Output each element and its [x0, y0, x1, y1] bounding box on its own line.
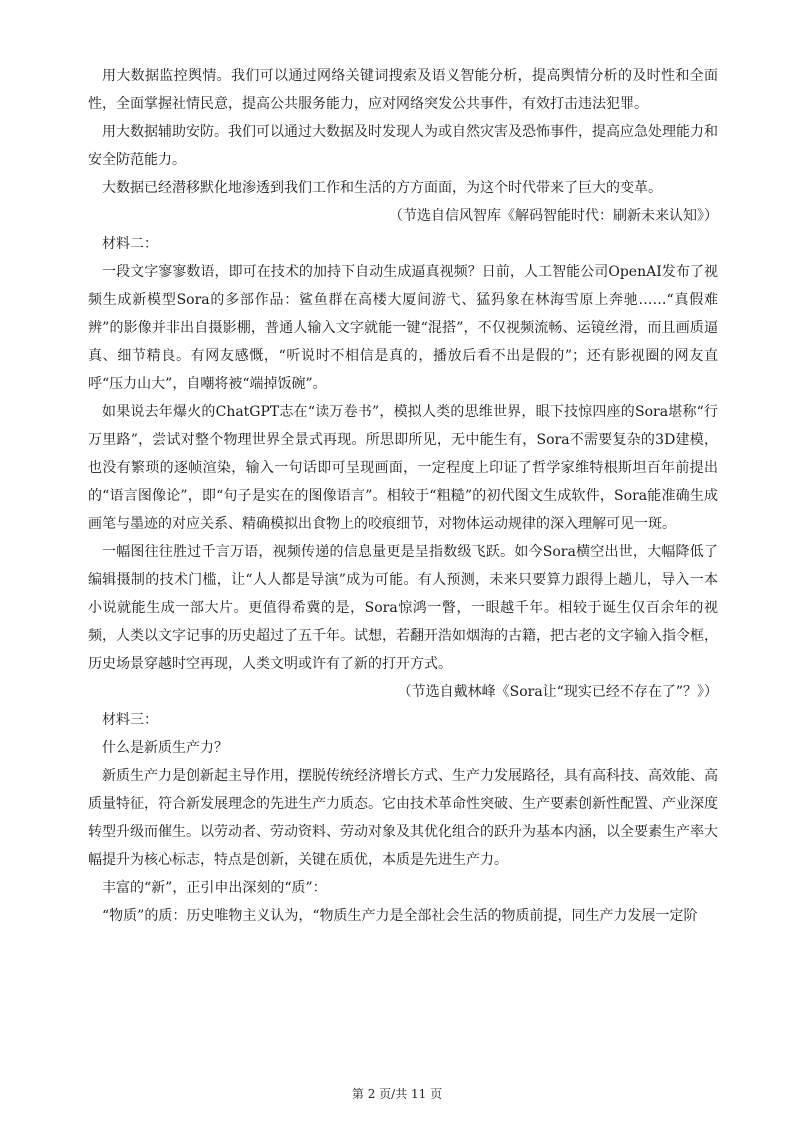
material-3-heading: 材料三：: [102, 712, 158, 728]
source-citation-2: （节选自戴林峰《Sora让“现实已经不存在了”？》）: [397, 684, 718, 700]
page-number-footer: 第 2 页/共 11 页: [351, 1087, 443, 1101]
paragraph-material-quality: “物质”的质：历史唯物主义认为，“物质生产力是全部社会生活的物质前提，同生产力发展一定阶: [102, 908, 698, 924]
paragraph-sora-future: 一幅图往往胜过千言万语，视频传递的信息量更是呈指数级飞跃。如今Sora横空出世，大幅降低了编辑摄制的技术门槛，让“人人都是导演”成为可能。有人预测，未来只要算力跟得上趟儿，导入一本小说就能生成一部大片。更值得希冀的是，Sora惊鸿一瞥，一眼越千年。相较于诞生仅百余年的视频，人类以文字记事的历史超过了五千年。试想，若翻开浩如烟海的古籍，把古老的文字输入指令框，历史场景穿越时空再现，人类文明或许有了新的打开方式。: [88, 544, 718, 672]
source-citation-1: （节选自信风智库《解码智能时代：刷新未来认知》）: [389, 208, 718, 224]
paragraph-new-and-quality: 丰富的“新”，正引申出深刻的“质”：: [102, 880, 327, 896]
paragraph-sora-chatgpt: 如果说去年爆火的ChatGPT志在“读万卷书”，模拟人类的思维世界，眼下技惊四座的Sora堪称“行万里路”，尝试对整个物理世界全景式再现。所思即所见，无中能生有，Sora不需要复杂的3D建模，也没有繁琐的逐帧渲染，输入一句话即可呈现画面，一定程度上印证了哲学家维特根斯坦百年前提出的“语言图像论”，即“句子是实在的图像语言”。相较于“粗糙”的初代图文生成软件，Sora能准确生成画笔与墨迹的对应关系、精确模拟出食物上的咬痕细节，对物体运动规律的深入理解可见一斑。: [88, 404, 718, 532]
paragraph-public-opinion: 用大数据监控舆情。我们可以通过网络关键词搜索及语义智能分析，提高舆情分析的及时性和全面性，全面掌握社情民意，提高公共服务能力，应对网络突发公共事件，有效打击违法犯罪。: [88, 68, 718, 112]
paragraph-sora-intro: 一段文字寥寥数语，即可在技术的加持下自动生成逼真视频？日前，人工智能公司OpenAI发布了视频生成新模型Sora的多部作品：鲨鱼群在高楼大厦间游弋、猛犸象在林海雪原上奔驰……“真假难辨”的影像并非出自摄影棚，普通人输入文字就能一键“混搭”，不仅视频流畅、运镜丝滑，而且画质逼真、细节精良。有网友感慨，“听说时不相信是真的，播放后看不出是假的”；还有影视圈的网友直呼“压力山大”，自嘲将被“端掉饭碗”。: [88, 264, 718, 392]
page-content: [88, 62, 718, 930]
material-3-question: 什么是新质生产力？: [102, 740, 228, 756]
paragraph-big-data-summary: 大数据已经潜移默化地渗透到我们工作和生活的方方面面，为这个时代带来了巨大的变革。: [102, 180, 662, 196]
material-2-heading: 材料二：: [102, 236, 158, 252]
paragraph-new-productivity-definition: 新质生产力是创新起主导作用，摆脱传统经济增长方式、生产力发展路径，具有高科技、高效能、高质量特征，符合新发展理念的先进生产力质态。它由技术革命性突破、生产要素创新性配置、产业深度转型升级而催生。以劳动者、劳动资料、劳动对象及其优化组合的跃升为基本内涵，以全要素生产率大幅提升为核心标志，特点是创新，关键在质优，本质是先进生产力。: [88, 768, 718, 868]
paragraph-security: 用大数据辅助安防。我们可以通过大数据及时发现人为或自然灾害及恐怖事件，提高应急处理能力和安全防范能力。: [88, 124, 718, 168]
